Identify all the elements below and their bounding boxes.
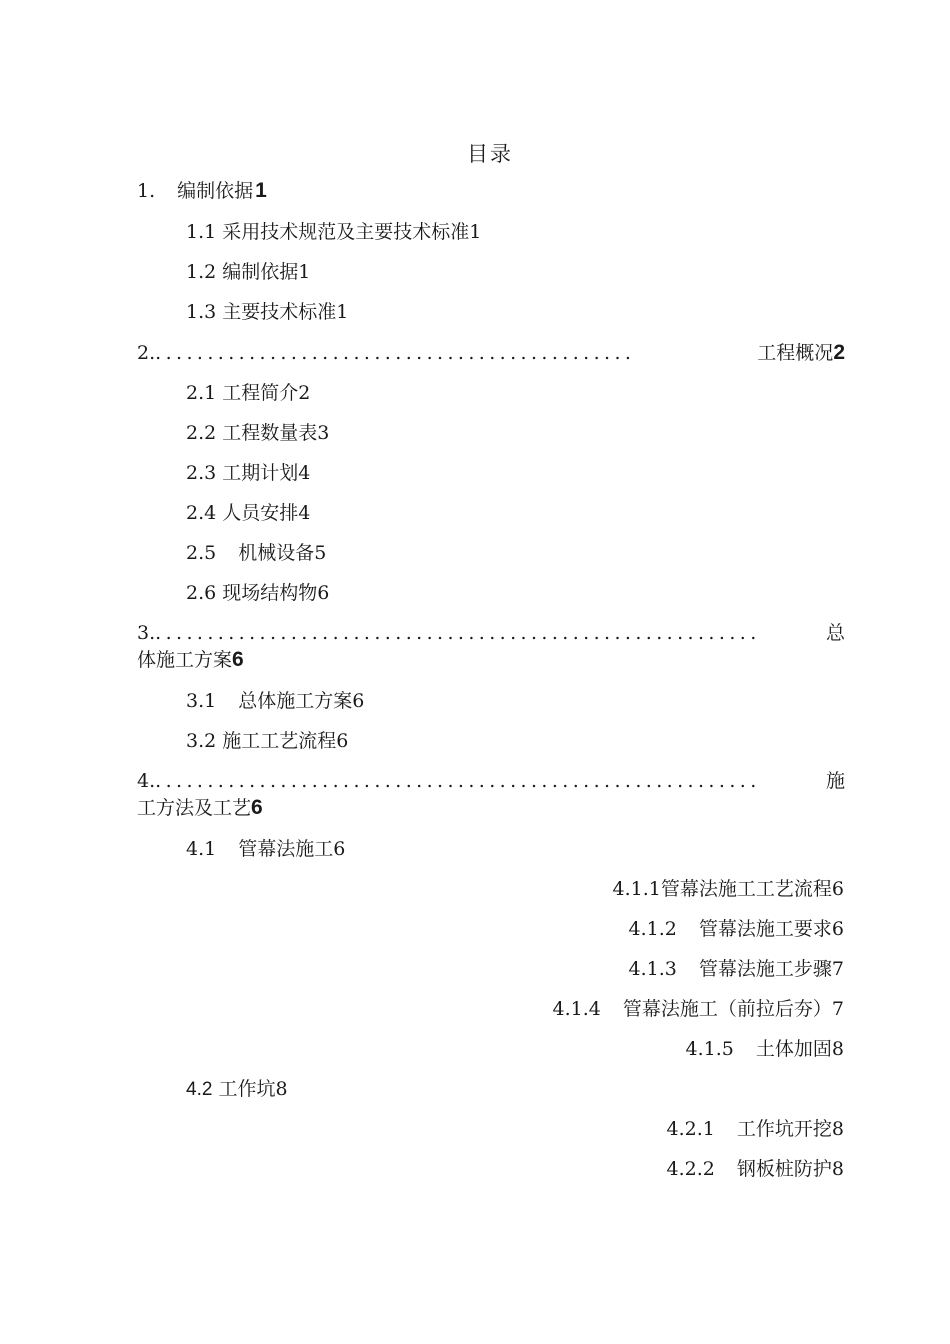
toc-page: 4 — [298, 502, 311, 524]
toc-text: 管幕法施工 — [238, 838, 334, 860]
toc-entry-2-6[interactable] — [186, 580, 329, 606]
toc-number: 2.2 — [186, 422, 217, 444]
toc-text: 管幕法施工工艺流程 — [660, 878, 832, 900]
toc-text: 工作坑 — [218, 1078, 276, 1100]
toc-page: 3 — [317, 422, 330, 444]
toc-text: 管幕法施工步骤 — [698, 958, 832, 980]
toc-page: 1 — [336, 301, 349, 323]
toc-text: 管幕法施工（前拉后夯） — [622, 998, 832, 1020]
toc-entry-4[interactable] — [137, 768, 845, 794]
toc-entry-4-1-5[interactable] — [686, 1036, 844, 1062]
toc-leader-dots: .......................................................... — [155, 770, 761, 792]
toc-page: 6 — [352, 690, 365, 712]
toc-number: 3. — [137, 622, 156, 644]
toc-text-end: 体施工方案 — [137, 649, 233, 671]
toc-entry-4-2-1[interactable] — [667, 1116, 844, 1142]
toc-number: 4.1.3 — [628, 958, 677, 980]
toc-text: 编制依据 — [222, 261, 299, 283]
toc-leader-dots: .......................................................... — [155, 622, 761, 644]
toc-text-end: 工方法及工艺 — [137, 797, 252, 819]
toc-entry-1[interactable] — [137, 178, 267, 204]
toc-entry-4-continued[interactable] — [137, 795, 263, 821]
toc-number: 4. — [137, 770, 156, 792]
toc-page: 8 — [831, 1158, 844, 1180]
toc-page: 8 — [831, 1118, 844, 1140]
toc-entry-1-3[interactable] — [186, 299, 348, 325]
toc-leader-dots: .............................................. — [155, 342, 636, 364]
toc-entry-1-2[interactable] — [186, 259, 310, 285]
toc-number: 2. — [137, 342, 156, 364]
toc-text: 工程简介 — [222, 382, 299, 404]
toc-number: 4.1.4 — [552, 998, 601, 1020]
toc-number: 4.1.2 — [628, 918, 677, 940]
toc-entry-4-1-3[interactable] — [629, 956, 844, 982]
toc-entry-2-2[interactable] — [186, 420, 329, 446]
toc-text: 人员安排 — [222, 502, 299, 524]
toc-page: 6 — [831, 918, 844, 940]
toc-entry-3-continued[interactable] — [137, 647, 244, 673]
toc-text: 编制依据 — [177, 180, 254, 202]
toc-entry-4-1-1[interactable] — [613, 876, 844, 902]
toc-number: 2.4 — [186, 502, 217, 524]
toc-page: 8 — [831, 1038, 844, 1060]
toc-number: 4.1.5 — [685, 1038, 734, 1060]
toc-page: 1 — [469, 221, 482, 243]
toc-page: 6 — [317, 582, 330, 604]
toc-number: 1.3 — [186, 301, 217, 323]
toc-number: 2.6 — [186, 582, 217, 604]
toc-entry-4-1-2[interactable] — [629, 916, 844, 942]
toc-text: 管幕法施工要求 — [698, 918, 832, 940]
toc-entry-2[interactable] — [137, 340, 845, 366]
toc-page: 4 — [298, 462, 311, 484]
toc-entry-4-1[interactable] — [186, 836, 345, 862]
toc-number: 4.1 — [186, 838, 217, 860]
toc-text: 工程数量表 — [222, 422, 318, 444]
toc-number: 1. — [137, 180, 156, 202]
toc-page: 8 — [275, 1078, 288, 1100]
toc-text: 机械设备 — [238, 542, 315, 564]
toc-number: 4.1.1 — [612, 878, 661, 900]
toc-number: 2.5 — [186, 542, 217, 564]
toc-page: 1 — [255, 179, 267, 202]
toc-entry-1-1[interactable] — [186, 219, 481, 245]
toc-page: 5 — [314, 542, 327, 564]
toc-entry-4-1-4[interactable] — [553, 996, 844, 1022]
toc-page: 1 — [298, 261, 311, 283]
toc-text: 工程概况 — [757, 342, 834, 364]
toc-number: 4.2 — [186, 1079, 213, 1100]
toc-number: 3.2 — [186, 730, 217, 752]
toc-text: 现场结构物 — [222, 582, 318, 604]
toc-text: 工期计划 — [222, 462, 299, 484]
toc-number: 4.2.1 — [666, 1118, 715, 1140]
toc-number: 2.3 — [186, 462, 217, 484]
toc-entry-2-4[interactable] — [186, 500, 310, 526]
toc-text: 总体施工方案 — [238, 690, 353, 712]
toc-entry-2-5[interactable] — [186, 540, 326, 566]
toc-entry-3-2[interactable] — [186, 728, 348, 754]
toc-page: 6 — [232, 648, 244, 671]
toc-text: 钢板桩防护 — [736, 1158, 832, 1180]
toc-page: 6 — [251, 796, 263, 819]
toc-page: 6 — [336, 730, 349, 752]
toc-number: 2.1 — [186, 382, 217, 404]
toc-entry-2-3[interactable] — [186, 460, 310, 486]
toc-text: 土体加固 — [755, 1038, 832, 1060]
toc-page: 6 — [831, 878, 844, 900]
toc-text-start: 总 — [825, 622, 845, 644]
toc-text: 施工工艺流程 — [222, 730, 337, 752]
toc-page: 7 — [831, 998, 844, 1020]
toc-entry-2-1[interactable] — [186, 380, 310, 406]
toc-number: 3.1 — [186, 690, 217, 712]
toc-number: 1.2 — [186, 261, 217, 283]
toc-text: 工作坑开挖 — [736, 1118, 832, 1140]
toc-text-start: 施 — [825, 770, 845, 792]
toc-text: 主要技术标准 — [222, 301, 337, 323]
toc-title: 目录 — [467, 142, 513, 166]
toc-page: 2 — [298, 382, 311, 404]
toc-number: 1.1 — [186, 221, 217, 243]
toc-text: 采用技术规范及主要技术标准 — [222, 221, 470, 243]
toc-page: 6 — [333, 838, 346, 860]
toc-number: 4.2.2 — [666, 1158, 715, 1180]
toc-entry-3-1[interactable] — [186, 688, 364, 714]
toc-entry-4-2[interactable] — [186, 1076, 288, 1103]
toc-page: 7 — [831, 958, 844, 980]
toc-entry-3[interactable] — [137, 620, 845, 646]
toc-page: 2 — [833, 341, 845, 364]
toc-entry-4-2-2[interactable] — [667, 1156, 844, 1182]
